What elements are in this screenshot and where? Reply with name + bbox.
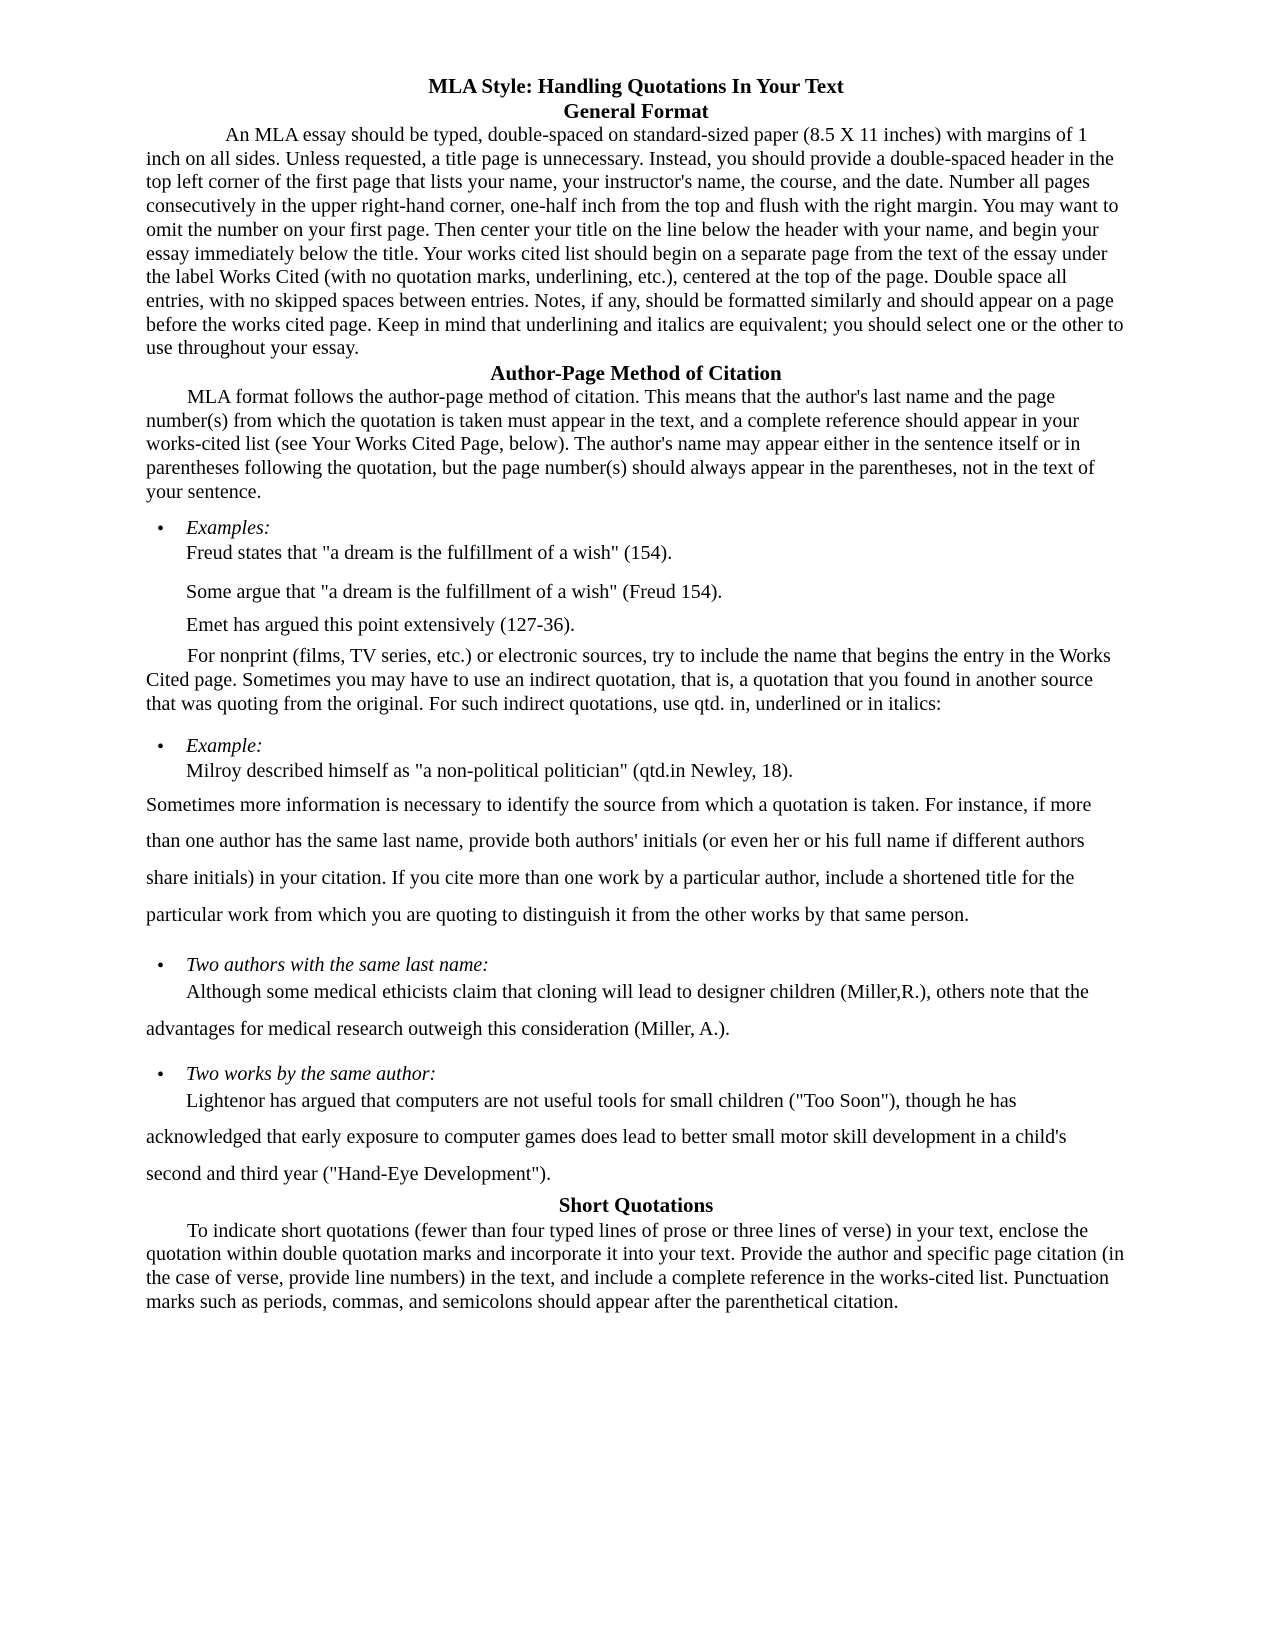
bullet-icon: • <box>157 736 165 759</box>
example-citation: Milroy described himself as "a non-political politician" (qtd.in Newley, 18). <box>186 760 794 783</box>
example-citation: Freud states that "a dream is the fulfillment of a wish" (154). <box>186 542 673 565</box>
paragraph-author-page-method: MLA format follows the author-page method of citation. This means that the author's last name and the page number(s) from which the quotation is taken must appear in the text, and a complete reference should appear in your works-cited list (see Your Works Cited Page, below). The author's name may appear either in the sentence itself or in parentheses following the quotation, but the page number(s) should always appear in the parentheses, not in the text of your sentence. <box>146 386 1095 503</box>
example-citation: Emet has argued this point extensively (127-36). <box>186 613 575 636</box>
paragraph-general-format: An MLA essay should be typed, double-spaced on standard-sized paper (8.5 X 11 inches) with margins of 1 inch on all sides. Unless requested, a title page is unnecessary. Instead, you should provide a double-spaced header in the top left corner of the first page that lists your name, your instructor's name, the course, and the date. Number all pages consecutively in the upper right-hand corner, one-half inch from the top and flush with the right margin. You may want to omit the number on your first page. Then center your title on the line below the header with your name, and begin your essay immediately below the title. Your works cited list should begin on a separate page from the text of the essay under the label Works Cited (with no quotation marks, underlining, etc.), centered at the top of the page. Double space all entries, with no skipped spaces between entries. Notes, if any, should be formatted similarly and should appear on a page before the works cited page. Keep in mind that underlining and italics are equivalent; you should select one or the other to use throughout your essay. <box>146 124 1124 360</box>
two-works-label: Two works by the same author: <box>186 1063 437 1086</box>
example-citation: Some argue that "a dream is the fulfillment of a wish" (Freud 154). <box>186 580 723 603</box>
example-label: Example: <box>186 735 263 758</box>
bullet-icon: • <box>157 955 165 978</box>
paragraph-more-information: Sometimes more information is necessary to identify the source from which a quotation is taken. For instance, if more than one author has the same last name, provide both authors' initials (or even her or his full name if different authors share initials) in your citation. If you cite more than one work by a particular author, include a shortened title for the particular work from which you are quoting to distinguish it from the other works by that same person. <box>146 793 1092 926</box>
examples-label: Examples: <box>186 516 271 539</box>
two-works-example: Lightenor has argued that computers are not useful tools for small children ("Too Soon"), though he has acknowledged that early exposure to computer games does lead to better small motor skill development in a child's second and third year ("Hand-Eye Development"). <box>146 1089 1067 1186</box>
two-authors-example: Although some medical ethicists claim that cloning will lead to designer children (Miller,R.), others note that the advantages for medical research outweigh this consideration (Miller, A.). <box>146 980 1089 1040</box>
bullet-item-two-works <box>146 1063 1126 1192</box>
page-title: MLA Style: Handling Quotations In Your Text <box>428 74 844 98</box>
heading-general-format: General Format <box>563 99 709 123</box>
two-authors-label: Two authors with the same last name: <box>186 954 489 977</box>
paragraph-short-quotations: To indicate short quotations (fewer than four typed lines of prose or three lines of verse) in your text, enclose the quotation within double quotation marks and incorporate it into your text. Provide the author and specific page citation (in the case of verse, provide line numbers) in the text, and include a complete reference in the works-cited list. Punctuation marks such as periods, commas, and semicolons should appear after the parenthetical citation. <box>146 1219 1125 1313</box>
bullet-item-two-authors <box>146 954 1126 1047</box>
document-page <box>0 73 1126 1314</box>
bullet-item-example <box>146 735 1126 783</box>
bullet-item-examples <box>146 517 1126 638</box>
heading-short-quotations: Short Quotations <box>558 1192 714 1217</box>
bullet-icon: • <box>157 1064 165 1087</box>
bullet-icon: • <box>157 517 165 540</box>
paragraph-nonprint-sources: For nonprint (films, TV series, etc.) or electronic sources, try to include the name that begins the entry in the Works Cited page. Sometimes you may have to use an indirect quotation, that is, a quotation that you found in another source that was quoting from the original. For such indirect quotations, use qtd. in, underlined or in italics: <box>146 645 1111 715</box>
heading-author-page-method: Author-Page Method of Citation <box>490 361 782 386</box>
